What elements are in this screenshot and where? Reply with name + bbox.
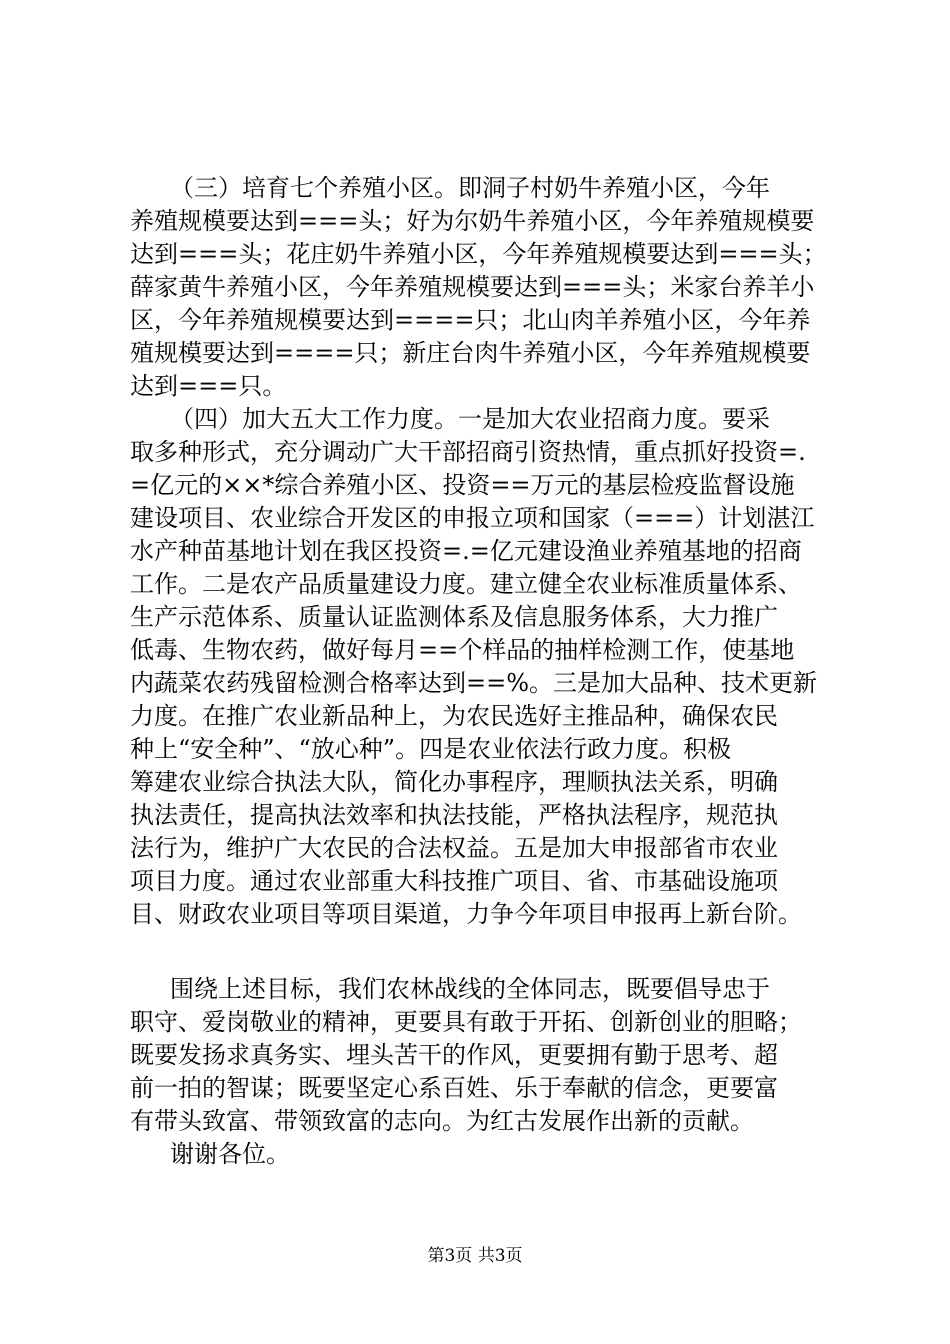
text-line: 力度。在推广农业新品种上，为农民选好主推品种，确保农民 bbox=[130, 702, 778, 730]
text-line: =亿元的××*综合养殖小区、投资==万元的基层检疫监督设施 bbox=[130, 471, 795, 499]
closing-paragraph bbox=[130, 973, 830, 1138]
paragraph-3 bbox=[130, 172, 830, 403]
paragraph-gap bbox=[130, 931, 830, 973]
text-line: 达到===只。 bbox=[130, 372, 287, 400]
text-line: 筹建农业综合执法大队，简化办事程序，理顺执法关系，明确 bbox=[130, 768, 778, 796]
text-line: 法行为，维护广大农民的合法权益。五是加大申报部省市农业 bbox=[130, 834, 778, 862]
text-line: 工作。二是农产品质量建设力度。建立健全农业标准质量体系、 bbox=[130, 570, 802, 598]
text-line: 围绕上述目标，我们农林战线的全体同志，既要倡导忠于 bbox=[170, 975, 770, 1003]
text-line: 建设项目、农业综合开发区的申报立项和国家（===）计划湛江 bbox=[130, 504, 815, 532]
text-line: 既要发扬求真务实、埋头苦干的作风，更要拥有勤于思考、超 bbox=[130, 1041, 778, 1069]
body-text bbox=[130, 172, 830, 1171]
text-line: 水产种苗基地计划在我区投资=.=亿元建设渔业养殖基地的招商 bbox=[130, 537, 802, 565]
text-line: 生产示范体系、质量认证监测体系及信息服务体系，大力推广 bbox=[130, 603, 778, 631]
text-line: （三）培育七个养殖小区。即洞子村奶牛养殖小区，今年 bbox=[170, 174, 770, 202]
text-line: 职守、爱岗敬业的精神，更要具有敢于开拓、创新创业的胆略； bbox=[130, 1008, 802, 1036]
text-line: （四）加大五大工作力度。一是加大农业招商力度。要采 bbox=[170, 405, 770, 433]
text-line: 区，今年养殖规模要达到====只；北山肉羊养殖小区，今年养 bbox=[130, 306, 811, 334]
paragraph-4 bbox=[130, 403, 830, 931]
text-line: 前一拍的智谋；既要坚定心系百姓、乐于奉献的信念，更要富 bbox=[130, 1074, 778, 1102]
text-line: 执法责任，提高执法效率和执法技能，严格执法程序，规范执 bbox=[130, 801, 778, 829]
page-footer: 第3页 共3页 bbox=[427, 1246, 523, 1266]
text-line: 取多种形式，充分调动广大干部招商引资热情，重点抓好投资=. bbox=[130, 438, 806, 466]
text-line: 低毒、生物农药，做好每月==个样品的抽样检测工作，使基地 bbox=[130, 636, 795, 664]
text-line: 殖规模要达到====只；新庄台肉牛养殖小区，今年养殖规模要 bbox=[130, 339, 811, 367]
text-line: 养殖规模要达到===头；好为尔奶牛养殖小区，今年养殖规模要 bbox=[130, 207, 815, 235]
text-line: 达到===头；花庄奶牛养殖小区，今年养殖规模要达到===头； bbox=[130, 240, 827, 268]
text-line: 种上“安全种”、“放心种”。四是农业依法行政力度。积极 bbox=[130, 735, 732, 763]
text-line: 有带头致富、带领致富的志向。为红古发展作出新的贡献。 bbox=[130, 1107, 754, 1135]
text-line: 项目力度。通过农业部重大科技推广项目、省、市基础设施项 bbox=[130, 867, 778, 895]
text-line: 内蔬菜农药残留检测合格率达到==%。三是加大品种、技术更新 bbox=[130, 669, 818, 697]
thanks-line: 谢谢各位。 bbox=[170, 1140, 290, 1168]
text-line: 目、财政农业项目等项目渠道，力争今年项目申报再上新台阶。 bbox=[130, 900, 802, 928]
text-line: 薛家黄牛养殖小区，今年养殖规模要达到===头；米家台养羊小 bbox=[130, 273, 815, 301]
